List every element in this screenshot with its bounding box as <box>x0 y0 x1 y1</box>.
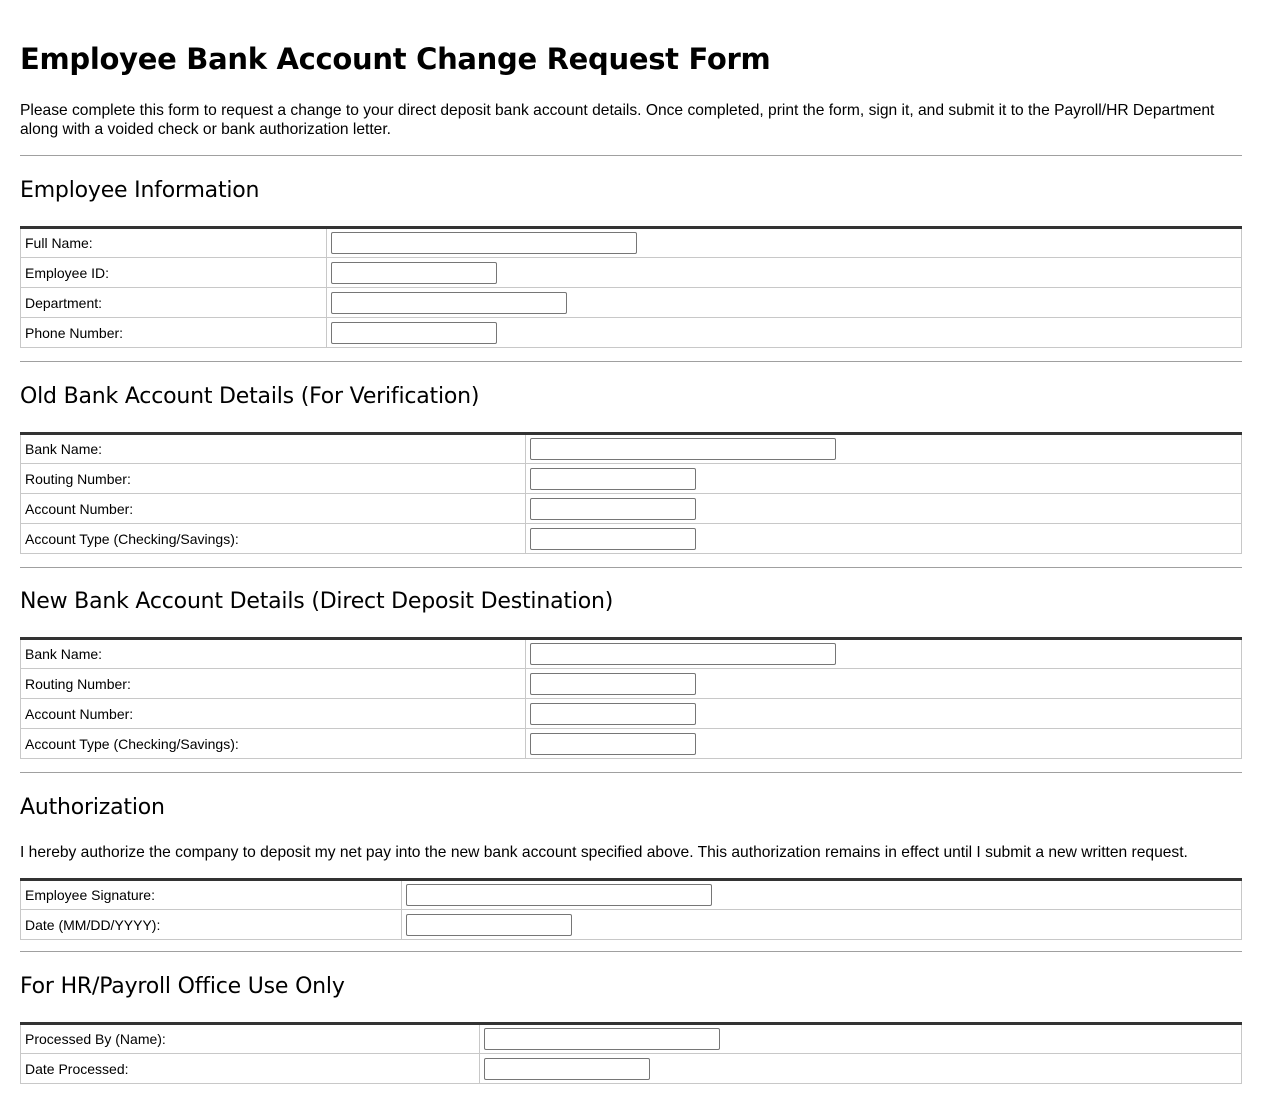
new-routing-number-label: Routing Number: <box>21 669 526 699</box>
divider <box>20 772 1242 773</box>
department-label: Department: <box>21 288 327 318</box>
old-bank-name-input[interactable] <box>530 438 836 460</box>
table-row <box>21 434 1242 464</box>
table-row <box>21 258 1242 288</box>
office-use-table <box>20 1022 1242 1084</box>
department-input[interactable] <box>331 292 567 314</box>
old-bank-heading: Old Bank Account Details (For Verification) <box>20 384 480 409</box>
divider <box>20 361 1242 362</box>
table-row <box>21 524 1242 554</box>
new-account-type-label: Account Type (Checking/Savings): <box>21 729 526 759</box>
date-processed-label: Date Processed: <box>21 1054 480 1084</box>
employee-id-input[interactable] <box>331 262 497 284</box>
employee-info-table <box>20 226 1242 348</box>
old-bank-name-label: Bank Name: <box>21 434 526 464</box>
new-bank-name-label: Bank Name: <box>21 639 526 669</box>
divider <box>20 155 1242 156</box>
processed-by-input[interactable] <box>484 1028 720 1050</box>
table-row <box>21 639 1242 669</box>
old-account-number-label: Account Number: <box>21 494 526 524</box>
signature-date-input[interactable] <box>406 914 572 936</box>
old-account-type-input[interactable] <box>530 528 696 550</box>
table-row <box>21 288 1242 318</box>
authorization-text: I hereby authorize the company to deposit my net pay into the new bank account specified above. This authorization remains in effect until I submit a new written request. <box>20 844 1188 861</box>
processed-by-label: Processed By (Name): <box>21 1024 480 1054</box>
phone-number-input[interactable] <box>331 322 497 344</box>
page-title: Employee Bank Account Change Request Form <box>20 42 771 76</box>
new-bank-heading: New Bank Account Details (Direct Deposit Destination) <box>20 589 614 614</box>
authorization-table <box>20 878 1242 940</box>
divider <box>20 951 1242 952</box>
new-account-number-label: Account Number: <box>21 699 526 729</box>
signature-date-label: Date (MM/DD/YYYY): <box>21 910 402 940</box>
old-bank-table <box>20 432 1242 554</box>
table-row <box>21 910 1242 940</box>
table-row <box>21 1054 1242 1084</box>
new-account-number-input[interactable] <box>530 703 696 725</box>
employee-info-heading: Employee Information <box>20 178 260 203</box>
table-row <box>21 318 1242 348</box>
old-routing-number-input[interactable] <box>530 468 696 490</box>
table-row <box>21 228 1242 258</box>
employee-id-label: Employee ID: <box>21 258 327 288</box>
divider <box>20 567 1242 568</box>
date-processed-input[interactable] <box>484 1058 650 1080</box>
full-name-label: Full Name: <box>21 228 327 258</box>
intro-text: Please complete this form to request a change to your direct deposit bank account details. Once completed, print the form, sign it, and submit it to the Payroll/HR Department along with a voided check or bank authorization letter. <box>20 102 1215 138</box>
new-bank-table <box>20 637 1242 759</box>
new-account-type-input[interactable] <box>530 733 696 755</box>
old-account-number-input[interactable] <box>530 498 696 520</box>
phone-number-label: Phone Number: <box>21 318 327 348</box>
full-name-input[interactable] <box>331 232 637 254</box>
table-row <box>21 464 1242 494</box>
table-row <box>21 1024 1242 1054</box>
employee-signature-label: Employee Signature: <box>21 880 402 910</box>
office-use-heading: For HR/Payroll Office Use Only <box>20 974 345 999</box>
employee-signature-input[interactable] <box>406 884 712 906</box>
old-account-type-label: Account Type (Checking/Savings): <box>21 524 526 554</box>
new-bank-name-input[interactable] <box>530 643 836 665</box>
old-routing-number-label: Routing Number: <box>21 464 526 494</box>
table-row <box>21 699 1242 729</box>
new-routing-number-input[interactable] <box>530 673 696 695</box>
table-row <box>21 729 1242 759</box>
authorization-heading: Authorization <box>20 795 165 820</box>
table-row <box>21 669 1242 699</box>
table-row <box>21 880 1242 910</box>
table-row <box>21 494 1242 524</box>
